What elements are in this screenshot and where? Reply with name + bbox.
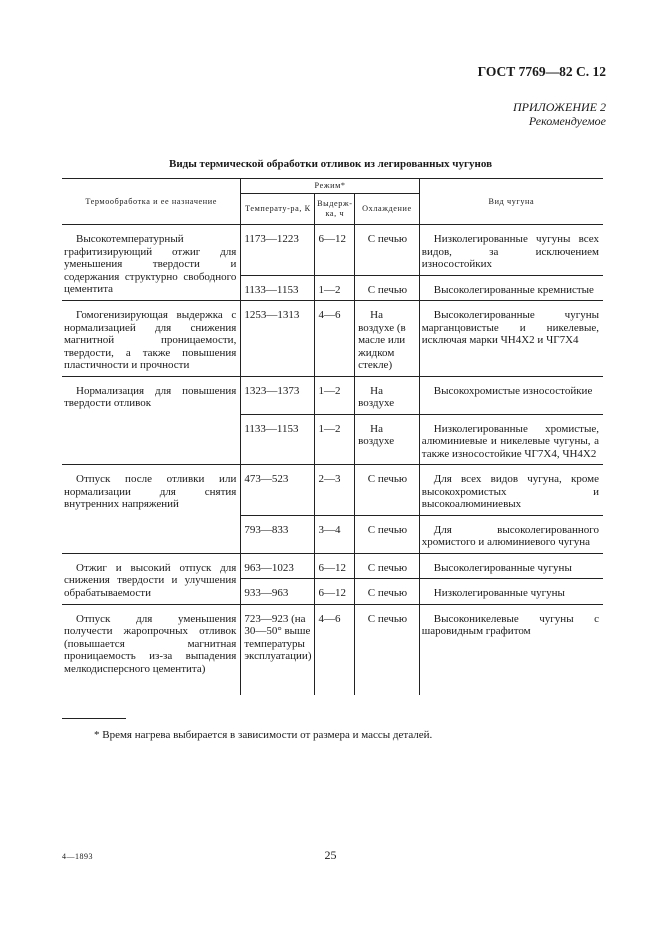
iron-type-cell: Высоколегированные чугуны марганцовистые и никелевые, исключая марки ЧН4Х2 и ЧГ7Х4: [419, 301, 603, 377]
treatment-cell: Отжиг и высокий отпуск для снижения твердости и улучшения обрабатываемости: [62, 553, 241, 604]
col-header-treatment: Термообработка и ее назначение: [62, 179, 241, 225]
iron-type-cell: Для всех видов чугуна, кроме высокохромистых и высокоалюминиевых: [421, 473, 599, 510]
table-row: [62, 301, 603, 377]
hold-cell: 1—2: [315, 414, 355, 465]
hold-cell: 4—6: [315, 301, 355, 377]
treatment-cell: Гомогенизирующая выдержка с нормализацией для снижения магнитной проницаемости, твердости, а также повышения пластичности и прочности: [62, 301, 241, 377]
cool-cell: На воздухе (в масле или жидком стекле): [355, 301, 420, 377]
hold-cell: 1—2: [315, 376, 355, 414]
treatment-cell: Высокотемпературный графитизирующий отжиг для уменьшения твердости и содержания структурно свободного цементита: [62, 225, 241, 301]
temp-cell: 793—833: [241, 515, 315, 553]
cool-cell: С печью: [355, 604, 420, 695]
table-title: Виды термической обработки отливок из легированных чугунов: [168, 158, 493, 170]
table-row: [62, 225, 603, 276]
hold-cell: 6—12: [315, 225, 355, 276]
iron-type-cell: Высоколегированные чугуны: [433, 561, 572, 574]
temp-cell: 1133—1153: [241, 275, 315, 301]
hold-cell: 6—12: [315, 579, 355, 605]
table-row: [62, 553, 603, 579]
table-row: [62, 465, 603, 516]
iron-type-cell: Высоколегированные кремнистые: [419, 275, 603, 301]
iron-type-cell: Высоконикелевые чугуны с шаровидным графитом: [421, 612, 599, 637]
col-header-temp: Температу-ра, К: [241, 194, 315, 225]
temp-cell: 723—923 (на 30—50° выше температуры эксплуатации): [241, 604, 315, 695]
hold-cell: 3—4: [315, 515, 355, 553]
footnote: * Время нагрева выбирается в зависимости от размера и массы деталей.: [94, 729, 433, 741]
appendix-status: Рекомендуемое: [528, 114, 606, 128]
temp-cell: 933—963: [241, 579, 315, 605]
iron-type-cell: Высокохромистые износостойкие: [433, 384, 593, 397]
heat-treatment-table: [62, 178, 603, 695]
hold-cell: 2—3: [315, 465, 355, 516]
col-header-mode: Режим*: [241, 179, 419, 194]
temp-cell: 1323—1373: [241, 376, 315, 414]
page-number: 25: [324, 848, 337, 862]
treatment-cell: Отпуск для уменьшения получести жаропрочных отливок (повышается магнитная проницаемость из-за выпадения мелкодисперсного цементита): [62, 604, 241, 695]
temp-cell: 1253—1313: [241, 301, 315, 377]
cool-cell: С печью: [355, 515, 420, 553]
treatment-cell: Отпуск после отливки или нормализации для снятия внутренних напряжений: [62, 465, 241, 554]
temp-cell: 473—523: [241, 465, 315, 516]
iron-type-cell: Для высоколегированного хромистого и алюминиевого чугуна: [419, 515, 603, 553]
table-row: [62, 376, 603, 414]
hold-cell: 6—12: [315, 553, 355, 579]
col-header-type: Вид чугуна: [419, 179, 603, 225]
cool-cell: С печью: [355, 275, 420, 301]
treatment-cell: Нормализация для повышения твердости отливок: [62, 376, 241, 465]
temp-cell: 1133—1153: [241, 414, 315, 465]
document-header: ГОСТ 7769—82 С. 12: [477, 64, 606, 79]
cool-cell: С печью: [355, 225, 420, 276]
table-row: [62, 604, 603, 695]
cool-cell: С печью: [355, 465, 420, 516]
temp-cell: 963—1023: [241, 553, 315, 579]
cool-cell: С печью: [355, 553, 420, 579]
appendix-block: [513, 100, 606, 128]
footnote-divider: [62, 718, 126, 719]
print-code: 4—1893: [62, 852, 93, 861]
cool-cell: С печью: [355, 579, 420, 605]
iron-type-cell: Низколегированные хромистые, алюминиевые и никелевые чугуны, а также износостойкие ЧГ7Х4, ЧН4Х2: [419, 414, 603, 465]
temp-cell: 1173—1223: [241, 225, 315, 276]
cool-cell: На воздухе: [355, 376, 420, 414]
hold-cell: 4—6: [315, 604, 355, 695]
cool-cell: На воздухе: [355, 414, 420, 465]
col-header-hold: Выдерж-ка, ч: [315, 194, 355, 225]
hold-cell: 1—2: [315, 275, 355, 301]
iron-type-cell: Низколегированные чугуны: [419, 579, 603, 605]
appendix-label: ПРИЛОЖЕНИЕ 2: [513, 100, 606, 114]
col-header-cool: Охлаждение: [355, 194, 420, 225]
iron-type-cell: Низколегированные чугуны всех видов, за исключением износостойких: [421, 233, 599, 270]
